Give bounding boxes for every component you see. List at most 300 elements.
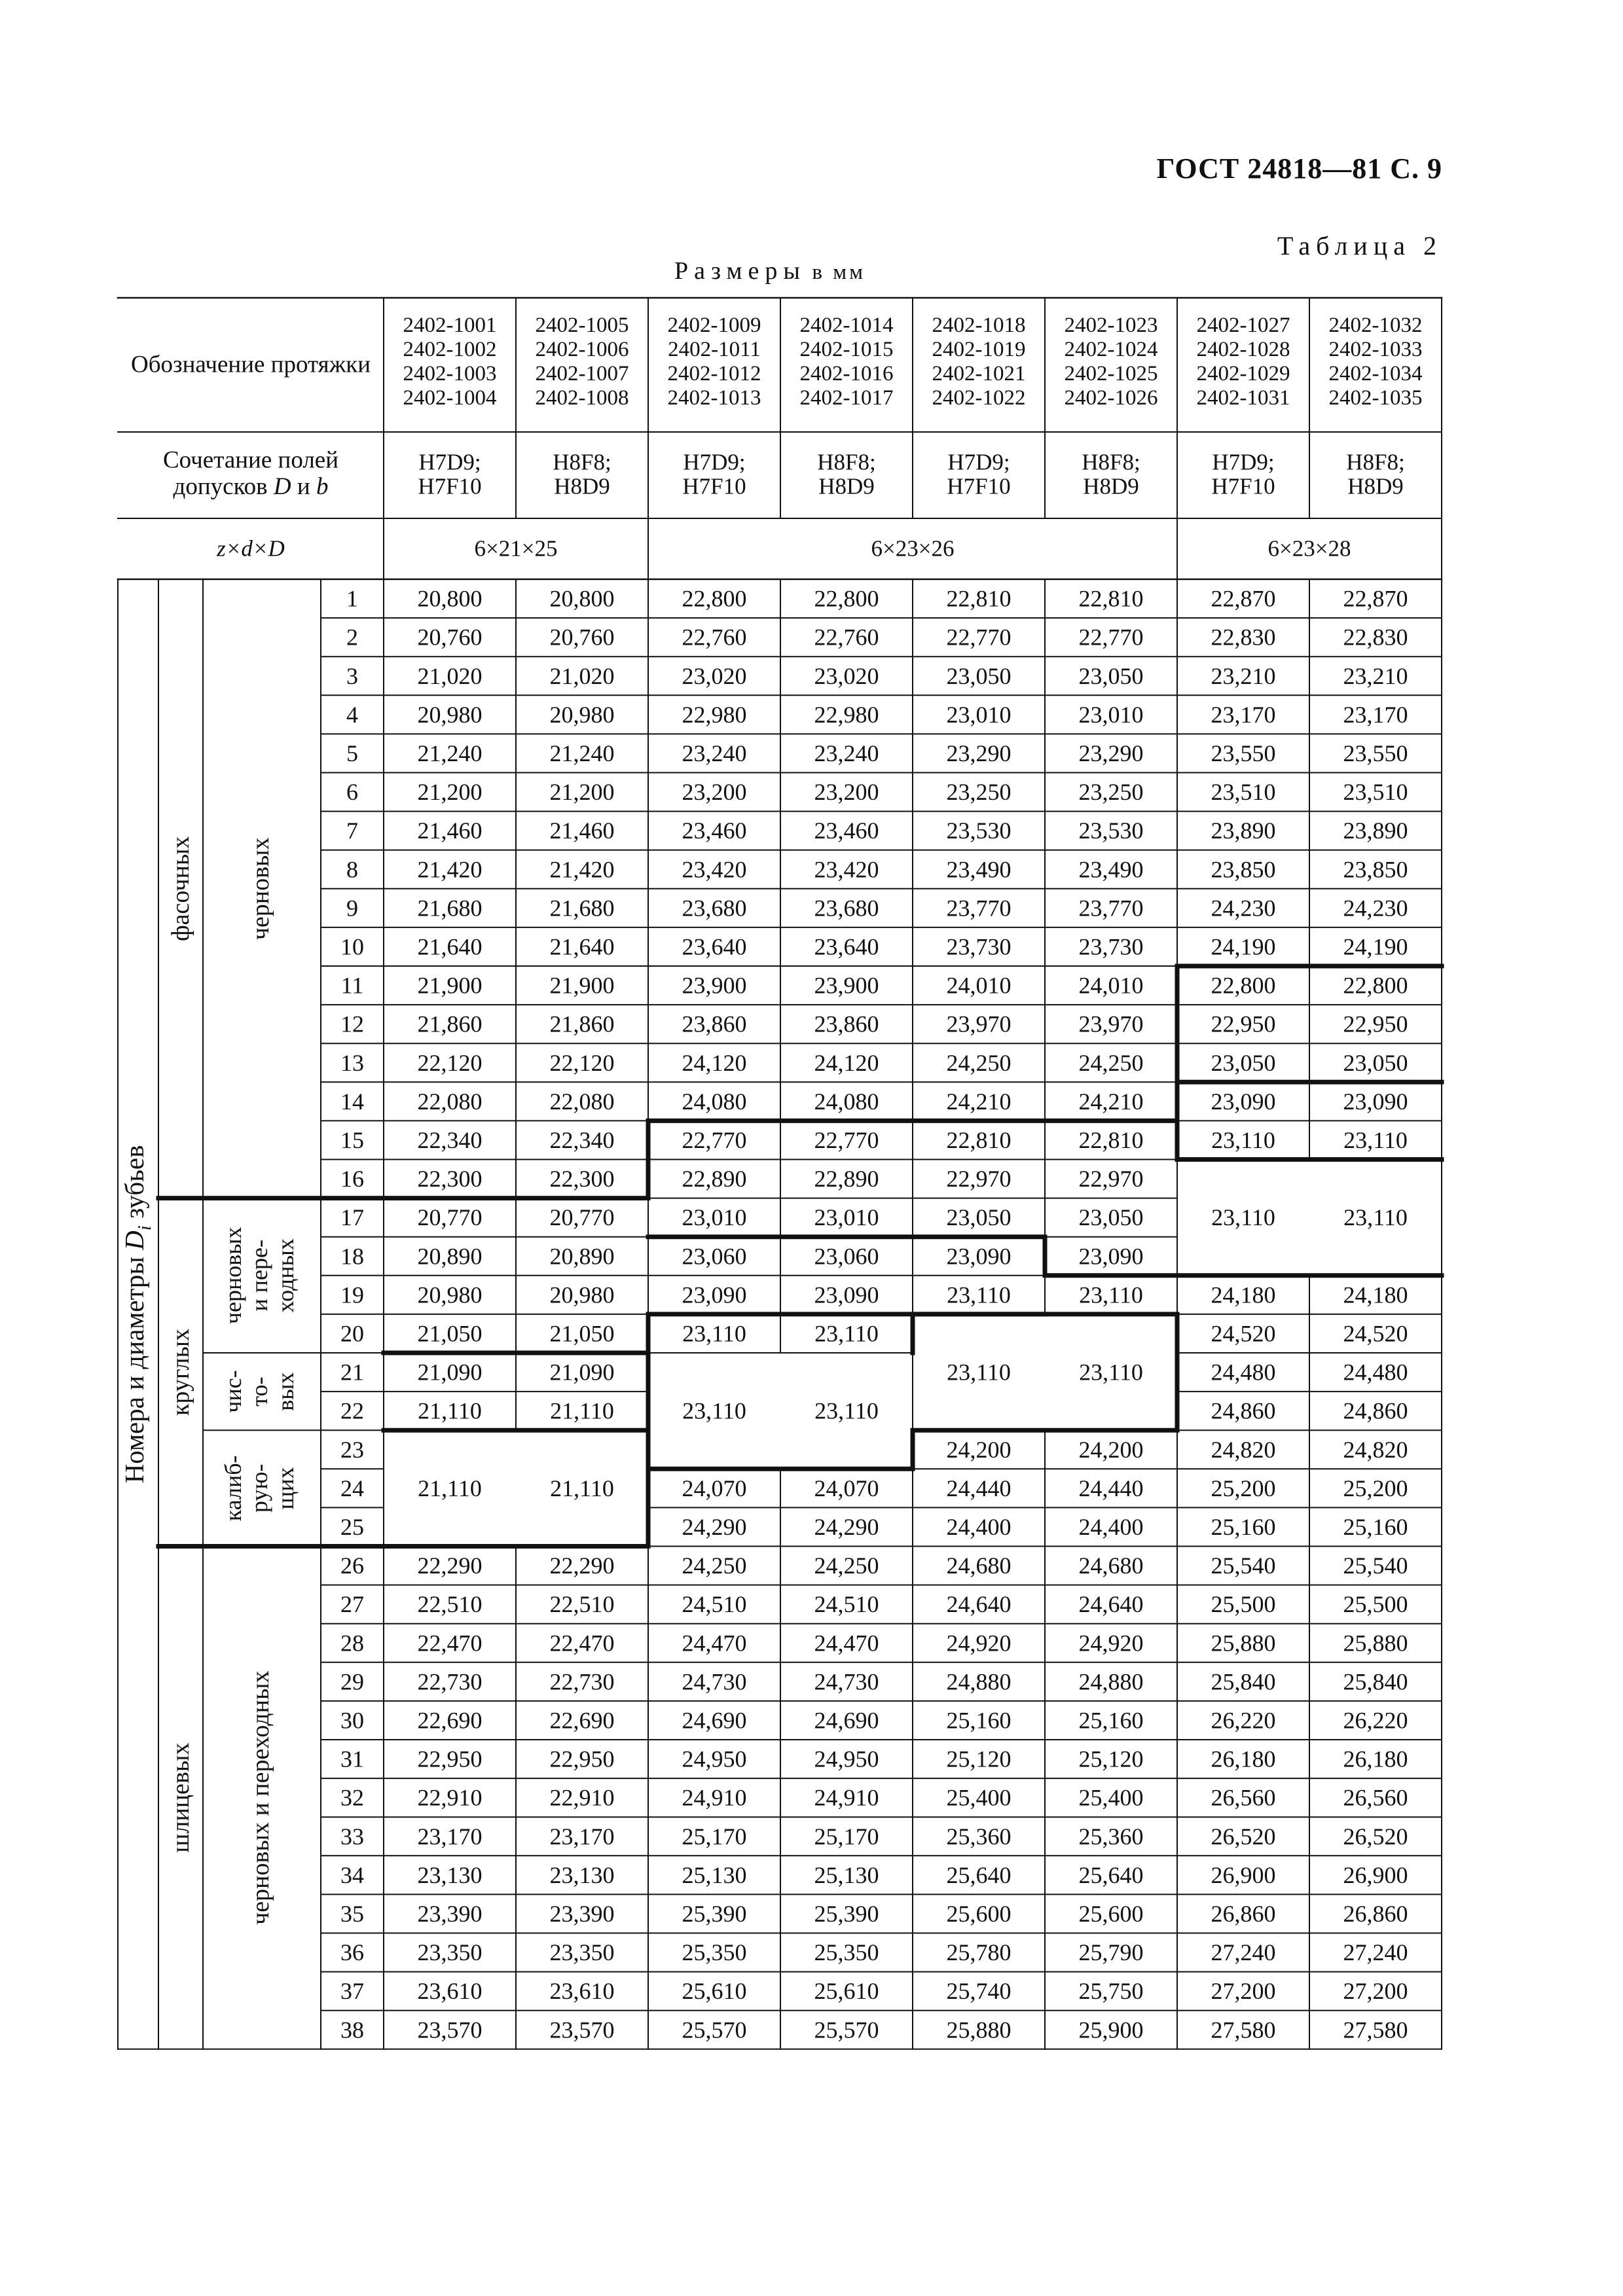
value-cell: 23,200 — [682, 779, 747, 806]
row-number: 25 — [340, 1513, 364, 1540]
value-cell: 25,400 — [1078, 1784, 1144, 1811]
value-cell: 26,900 — [1343, 1861, 1408, 1888]
value-cell: 24,250 — [946, 1049, 1012, 1076]
value-cell: 25,130 — [814, 1861, 879, 1888]
value-cell: 22,120 — [417, 1049, 483, 1076]
value-cell: 22,890 — [814, 1166, 879, 1193]
row-number: 24 — [340, 1475, 364, 1501]
value-cell: 22,910 — [417, 1784, 483, 1811]
value-cell: 23,730 — [946, 933, 1012, 960]
value-cell: 24,480 — [1211, 1359, 1276, 1386]
designation-code: 2402-1015 — [799, 338, 894, 361]
value-cell: 26,900 — [1211, 1861, 1276, 1888]
value-cell: 24,250 — [682, 1552, 747, 1579]
designation-code: 2402-1025 — [1064, 362, 1158, 386]
value-cell: 22,980 — [682, 701, 747, 728]
tolerance-label: допусков D и b — [173, 473, 329, 500]
value-cell: 23,090 — [1343, 1088, 1408, 1115]
value-cell: 23,250 — [946, 779, 1012, 806]
value-cell: 26,560 — [1343, 1784, 1408, 1811]
tolerance-value: H8F8; — [1082, 449, 1140, 475]
designation-code: 2402-1002 — [403, 338, 497, 361]
value-cell: 23,900 — [814, 972, 879, 999]
value-cell: 23,010 — [946, 701, 1012, 728]
value-cell: 24,470 — [814, 1630, 879, 1657]
value-cell: 24,730 — [682, 1668, 747, 1695]
value-cell: 23,350 — [549, 1939, 615, 1966]
value-cell: 23,050 — [1078, 662, 1144, 689]
value-cell: 24,080 — [814, 1088, 879, 1115]
value-cell: 23,730 — [1078, 933, 1144, 960]
value-cell: 25,570 — [814, 2017, 879, 2043]
value-cell: 22,470 — [417, 1630, 483, 1657]
value-cell: 22,810 — [946, 1126, 1012, 1153]
row-number: 6 — [346, 779, 358, 806]
value-cell: 23,170 — [417, 1823, 483, 1850]
value-cell: 25,200 — [1343, 1475, 1408, 1501]
value-cell: 22,300 — [549, 1166, 615, 1193]
value-cell: 24,920 — [946, 1630, 1012, 1657]
row-number: 21 — [340, 1359, 364, 1386]
value-cell: 24,070 — [814, 1475, 879, 1501]
value-cell: 22,950 — [1211, 1011, 1276, 1037]
value-cell: 23,550 — [1343, 740, 1408, 766]
chistovyh-label: чис- — [220, 1370, 246, 1413]
value-cell: 24,820 — [1343, 1436, 1408, 1463]
value-cell: 20,770 — [417, 1204, 483, 1231]
value-cell: 20,800 — [417, 585, 483, 612]
value-cell: 21,110 — [418, 1397, 482, 1424]
row-number: 14 — [340, 1088, 364, 1115]
value-cell: 23,130 — [417, 1861, 483, 1888]
value-cell: 23,090 — [814, 1282, 879, 1308]
value-cell: 23,290 — [1078, 740, 1144, 766]
value-cell: 24,910 — [682, 1784, 747, 1811]
value-cell: 23,350 — [417, 1939, 483, 1966]
chern-perehod-label: ходных — [272, 1238, 299, 1313]
value-cell: 24,200 — [1078, 1436, 1144, 1463]
value-cell: 23,090 — [1078, 1243, 1144, 1270]
value-cell: 23,170 — [549, 1823, 615, 1850]
kruglyh-label: круглых — [167, 1328, 194, 1416]
value-cell: 22,870 — [1211, 585, 1276, 612]
value-cell: 25,170 — [814, 1823, 879, 1850]
value-cell: 24,400 — [946, 1513, 1012, 1540]
value-cell: 21,240 — [549, 740, 615, 766]
value-cell: 24,440 — [946, 1475, 1012, 1501]
chern-perehod-label: и пере- — [246, 1240, 272, 1312]
boundary-line — [648, 1237, 1442, 1276]
value-cell: 24,200 — [946, 1436, 1012, 1463]
tolerance-value: H7D9; — [1212, 449, 1275, 475]
value-cell: 24,080 — [682, 1088, 747, 1115]
value-cell: 23,240 — [814, 740, 879, 766]
value-cell: 25,540 — [1211, 1552, 1276, 1579]
row-number: 31 — [340, 1746, 364, 1772]
page-header: ГОСТ 24818—81 С. 9 — [1156, 152, 1442, 185]
value-cell: 24,210 — [946, 1088, 1012, 1115]
value-cell: 20,770 — [549, 1204, 615, 1231]
value-cell: 20,800 — [549, 585, 615, 612]
value-cell: 24,680 — [1078, 1552, 1144, 1579]
value-cell: 25,170 — [682, 1823, 747, 1850]
value-cell: 22,770 — [1078, 624, 1144, 651]
value-cell: 24,210 — [1078, 1088, 1144, 1115]
value-cell: 25,780 — [946, 1939, 1012, 1966]
value-cell: 23,900 — [682, 972, 747, 999]
designation-code: 2402-1019 — [932, 338, 1026, 361]
value-cell: 22,800 — [814, 585, 879, 612]
value-cell: 23,460 — [814, 817, 879, 844]
row-number: 29 — [340, 1668, 364, 1695]
value-cell: 22,290 — [549, 1552, 615, 1579]
value-cell: 23,890 — [1211, 817, 1276, 844]
value-cell: 25,570 — [682, 2017, 747, 2043]
tolerance-value: H8F8; — [553, 449, 611, 475]
value-cell: 20,890 — [417, 1243, 483, 1270]
row-number: 18 — [340, 1243, 364, 1270]
value-cell: 20,980 — [417, 1282, 483, 1308]
value-cell: 23,250 — [1078, 779, 1144, 806]
row-number: 12 — [340, 1011, 364, 1037]
value-cell: 21,110 — [550, 1475, 614, 1501]
value-cell: 26,180 — [1343, 1746, 1408, 1772]
value-cell: 21,640 — [417, 933, 483, 960]
value-cell: 23,210 — [1211, 662, 1276, 689]
tolerance-value: H7D9; — [947, 449, 1010, 475]
value-cell: 21,050 — [417, 1320, 483, 1347]
value-cell: 23,460 — [682, 817, 747, 844]
value-cell: 24,480 — [1343, 1359, 1408, 1386]
shlicevyh-label: шлицевых — [167, 1742, 194, 1853]
value-cell: 23,110 — [947, 1282, 1011, 1308]
value-cell: 25,360 — [946, 1823, 1012, 1850]
row-number: 19 — [340, 1282, 364, 1308]
value-cell: 25,120 — [946, 1746, 1012, 1772]
value-cell: 22,950 — [417, 1746, 483, 1772]
value-cell: 24,690 — [682, 1707, 747, 1734]
value-cell: 23,490 — [946, 856, 1012, 883]
tolerance-value: H8F8; — [817, 449, 876, 475]
value-cell: 21,900 — [549, 972, 615, 999]
value-cell: 24,010 — [946, 972, 1012, 999]
row-number: 32 — [340, 1784, 364, 1811]
row-number: 16 — [340, 1166, 364, 1193]
value-cell: 25,540 — [1343, 1552, 1408, 1579]
value-cell: 22,870 — [1343, 585, 1408, 612]
value-cell: 22,510 — [417, 1591, 483, 1618]
value-cell: 23,510 — [1343, 779, 1408, 806]
value-cell: 23,050 — [1343, 1049, 1408, 1076]
value-cell: 25,400 — [946, 1784, 1012, 1811]
value-cell: 23,530 — [946, 817, 1012, 844]
value-cell: 25,880 — [1211, 1630, 1276, 1657]
row-number: 1 — [346, 585, 358, 612]
designation-code: 2402-1022 — [932, 386, 1026, 410]
value-cell: 21,050 — [549, 1320, 615, 1347]
value-cell: 23,110 — [814, 1397, 879, 1424]
value-cell: 21,640 — [549, 933, 615, 960]
value-cell: 25,360 — [1078, 1823, 1144, 1850]
value-cell: 24,640 — [1078, 1591, 1144, 1618]
value-cell: 22,340 — [417, 1126, 483, 1153]
value-cell: 21,020 — [417, 662, 483, 689]
tolerance-value: H7D9; — [683, 449, 746, 475]
designation-code: 2402-1014 — [799, 314, 894, 337]
value-cell: 23,170 — [1343, 701, 1408, 728]
value-cell: 21,860 — [417, 1011, 483, 1037]
designation-code: 2402-1009 — [667, 314, 761, 337]
value-cell: 24,400 — [1078, 1513, 1144, 1540]
value-cell: 25,350 — [682, 1939, 747, 1966]
tolerance-value: H8D9 — [554, 473, 610, 499]
value-cell: 22,290 — [417, 1552, 483, 1579]
value-cell: 22,810 — [1078, 1126, 1144, 1153]
value-cell: 23,020 — [814, 662, 879, 689]
kalibr-label: калиб- — [220, 1455, 246, 1522]
row-number: 23 — [340, 1436, 364, 1463]
row-number: 30 — [340, 1707, 364, 1734]
size-value: 6×21×25 — [474, 535, 558, 562]
value-cell: 27,240 — [1343, 1939, 1408, 1966]
value-cell: 25,500 — [1343, 1591, 1408, 1618]
row-number: 17 — [340, 1204, 364, 1231]
value-cell: 21,240 — [417, 740, 483, 766]
designation-code: 2402-1006 — [535, 338, 629, 361]
value-cell: 24,290 — [682, 1513, 747, 1540]
value-cell: 22,120 — [549, 1049, 615, 1076]
row-number: 37 — [340, 1978, 364, 2005]
value-cell: 25,200 — [1211, 1475, 1276, 1501]
value-cell: 23,550 — [1211, 740, 1276, 766]
value-cell: 22,340 — [549, 1126, 615, 1153]
units-unit: в мм — [812, 260, 866, 284]
value-cell: 20,760 — [417, 624, 483, 651]
value-cell: 24,950 — [682, 1746, 747, 1772]
value-cell: 23,530 — [1078, 817, 1144, 844]
value-cell: 23,200 — [814, 779, 879, 806]
value-cell: 24,120 — [682, 1049, 747, 1076]
value-cell: 25,600 — [1078, 1900, 1144, 1927]
row-number: 28 — [340, 1630, 364, 1657]
designation-code: 2402-1024 — [1064, 338, 1158, 361]
row-number: 7 — [346, 817, 358, 844]
value-cell: 25,160 — [1211, 1513, 1276, 1540]
value-cell: 23,020 — [682, 662, 747, 689]
value-cell: 24,470 — [682, 1630, 747, 1657]
value-cell: 26,180 — [1211, 1746, 1276, 1772]
value-cell: 23,850 — [1343, 856, 1408, 883]
value-cell: 25,390 — [814, 1900, 879, 1927]
value-cell: 23,680 — [682, 895, 747, 922]
value-cell: 23,050 — [946, 1204, 1012, 1231]
row-number: 20 — [340, 1320, 364, 1347]
designation-code: 2402-1016 — [799, 362, 894, 386]
value-cell: 23,110 — [1343, 1204, 1408, 1231]
row-number: 11 — [340, 972, 364, 999]
value-cell: 20,760 — [549, 624, 615, 651]
value-cell: 25,840 — [1343, 1668, 1408, 1695]
size-value: 6×23×26 — [871, 535, 955, 562]
value-cell: 21,090 — [549, 1359, 615, 1386]
designation-code: 2402-1023 — [1064, 314, 1158, 337]
value-cell: 20,980 — [549, 1282, 615, 1308]
value-cell: 26,560 — [1211, 1784, 1276, 1811]
value-cell: 24,230 — [1343, 895, 1408, 922]
chistovyh-label: вых — [272, 1372, 299, 1411]
value-cell: 23,610 — [417, 1978, 483, 2005]
value-cell: 23,570 — [417, 2017, 483, 2043]
row-number: 27 — [340, 1591, 364, 1618]
value-cell: 23,680 — [814, 895, 879, 922]
value-cell: 23,110 — [682, 1397, 746, 1424]
value-cell: 22,890 — [682, 1166, 747, 1193]
value-cell: 23,610 — [549, 1978, 615, 2005]
value-cell: 22,770 — [814, 1126, 879, 1153]
value-cell: 27,580 — [1343, 2017, 1408, 2043]
units-label: Размеры — [674, 257, 806, 285]
chernovyh-label: черновых — [247, 837, 274, 941]
value-cell: 24,920 — [1078, 1630, 1144, 1657]
value-cell: 25,740 — [946, 1978, 1012, 2005]
value-cell: 23,860 — [814, 1011, 879, 1037]
value-cell: 23,420 — [814, 856, 879, 883]
value-cell: 23,060 — [682, 1243, 747, 1270]
value-cell: 22,770 — [682, 1126, 747, 1153]
value-cell: 22,730 — [417, 1668, 483, 1695]
value-cell: 21,110 — [550, 1397, 614, 1424]
value-cell: 23,770 — [1078, 895, 1144, 922]
designation-code: 2402-1018 — [932, 314, 1026, 337]
value-cell: 27,240 — [1211, 1939, 1276, 1966]
kalibr-label: щих — [272, 1467, 299, 1510]
value-cell: 24,520 — [1343, 1320, 1408, 1347]
value-cell: 26,520 — [1211, 1823, 1276, 1850]
designation-code: 2402-1005 — [535, 314, 629, 337]
value-cell: 23,860 — [682, 1011, 747, 1037]
designation-code: 2402-1032 — [1328, 314, 1423, 337]
value-cell: 22,970 — [1078, 1166, 1144, 1193]
value-cell: 25,640 — [946, 1861, 1012, 1888]
tolerance-value: H7F10 — [682, 473, 746, 499]
tolerance-value: H7F10 — [1211, 473, 1275, 499]
value-cell: 26,220 — [1343, 1707, 1408, 1734]
row-number: 9 — [346, 895, 358, 922]
value-cell: 24,950 — [814, 1746, 879, 1772]
row-number: 2 — [346, 624, 358, 651]
value-cell: 25,160 — [946, 1707, 1012, 1734]
value-cell: 24,230 — [1211, 895, 1276, 922]
value-cell: 23,110 — [682, 1320, 746, 1347]
value-cell: 26,860 — [1211, 1900, 1276, 1927]
value-cell: 24,510 — [682, 1591, 747, 1618]
value-cell: 23,090 — [946, 1243, 1012, 1270]
row-number: 36 — [340, 1939, 364, 1966]
value-cell: 23,850 — [1211, 856, 1276, 883]
designation-code: 2402-1007 — [535, 362, 629, 386]
value-cell: 22,080 — [549, 1088, 615, 1115]
designation-code: 2402-1013 — [667, 386, 761, 410]
tolerance-value: H8D9 — [1347, 473, 1404, 499]
value-cell: 23,130 — [549, 1861, 615, 1888]
value-cell: 22,800 — [1343, 972, 1408, 999]
value-cell: 26,220 — [1211, 1707, 1276, 1734]
value-cell: 25,500 — [1211, 1591, 1276, 1618]
value-cell: 24,120 — [814, 1049, 879, 1076]
value-cell: 24,250 — [814, 1552, 879, 1579]
value-cell: 25,610 — [682, 1978, 747, 2005]
value-cell: 24,190 — [1343, 933, 1408, 960]
value-cell: 23,050 — [1078, 1204, 1144, 1231]
designation-label: Обозначение протяжки — [130, 351, 371, 378]
row-number: 13 — [340, 1049, 364, 1076]
zdD-label: z×d×D — [217, 535, 285, 562]
value-cell: 26,520 — [1343, 1823, 1408, 1850]
value-cell: 23,060 — [814, 1243, 879, 1270]
row-number: 22 — [340, 1397, 364, 1424]
tolerance-value: H8D9 — [1083, 473, 1139, 499]
row-number: 4 — [346, 701, 358, 728]
chistovyh-label: то- — [246, 1376, 272, 1407]
value-cell: 27,200 — [1343, 1978, 1408, 2005]
row-number: 3 — [346, 662, 358, 689]
value-cell: 24,180 — [1211, 1282, 1276, 1308]
value-cell: 23,050 — [1211, 1049, 1276, 1076]
value-cell: 23,110 — [814, 1320, 879, 1347]
value-cell: 22,970 — [946, 1166, 1012, 1193]
value-cell: 22,470 — [549, 1630, 615, 1657]
value-cell: 23,050 — [946, 662, 1012, 689]
value-cell: 21,460 — [417, 817, 483, 844]
value-cell: 21,420 — [549, 856, 615, 883]
row-number: 34 — [340, 1861, 364, 1888]
value-cell: 23,770 — [946, 895, 1012, 922]
value-cell: 22,800 — [682, 585, 747, 612]
value-cell: 25,840 — [1211, 1668, 1276, 1695]
value-cell: 21,200 — [549, 779, 615, 806]
designation-code: 2402-1029 — [1196, 362, 1290, 386]
value-cell: 24,250 — [1078, 1049, 1144, 1076]
designation-code: 2402-1028 — [1196, 338, 1290, 361]
value-cell: 22,690 — [549, 1707, 615, 1734]
value-cell: 20,980 — [417, 701, 483, 728]
designation-code: 2402-1003 — [403, 362, 497, 386]
value-cell: 25,880 — [1343, 1630, 1408, 1657]
designation-code: 2402-1033 — [1328, 338, 1423, 361]
tolerance-label: Сочетание полей — [162, 446, 339, 474]
value-cell: 26,860 — [1343, 1900, 1408, 1927]
tolerance-value: H7D9; — [418, 449, 481, 475]
chern-perehod-label: черновых — [220, 1227, 246, 1325]
value-cell: 23,640 — [682, 933, 747, 960]
value-cell: 23,570 — [549, 2017, 615, 2043]
designation-code: 2402-1011 — [668, 338, 761, 361]
size-value: 6×23×28 — [1267, 535, 1351, 562]
designation-code: 2402-1034 — [1328, 362, 1423, 386]
value-cell: 23,010 — [682, 1204, 747, 1231]
value-cell: 24,070 — [682, 1475, 747, 1501]
value-cell: 21,420 — [417, 856, 483, 883]
value-cell: 23,510 — [1211, 779, 1276, 806]
row-number: 8 — [346, 856, 358, 883]
value-cell: 23,110 — [947, 1359, 1011, 1386]
value-cell: 25,880 — [946, 2017, 1012, 2043]
row-number: 10 — [340, 933, 364, 960]
designation-code: 2402-1026 — [1064, 386, 1158, 410]
tolerance-value: H8D9 — [818, 473, 875, 499]
row-number: 26 — [340, 1552, 364, 1579]
chern-i-perehodnyh-label: черновых и переходных — [247, 1670, 274, 1925]
